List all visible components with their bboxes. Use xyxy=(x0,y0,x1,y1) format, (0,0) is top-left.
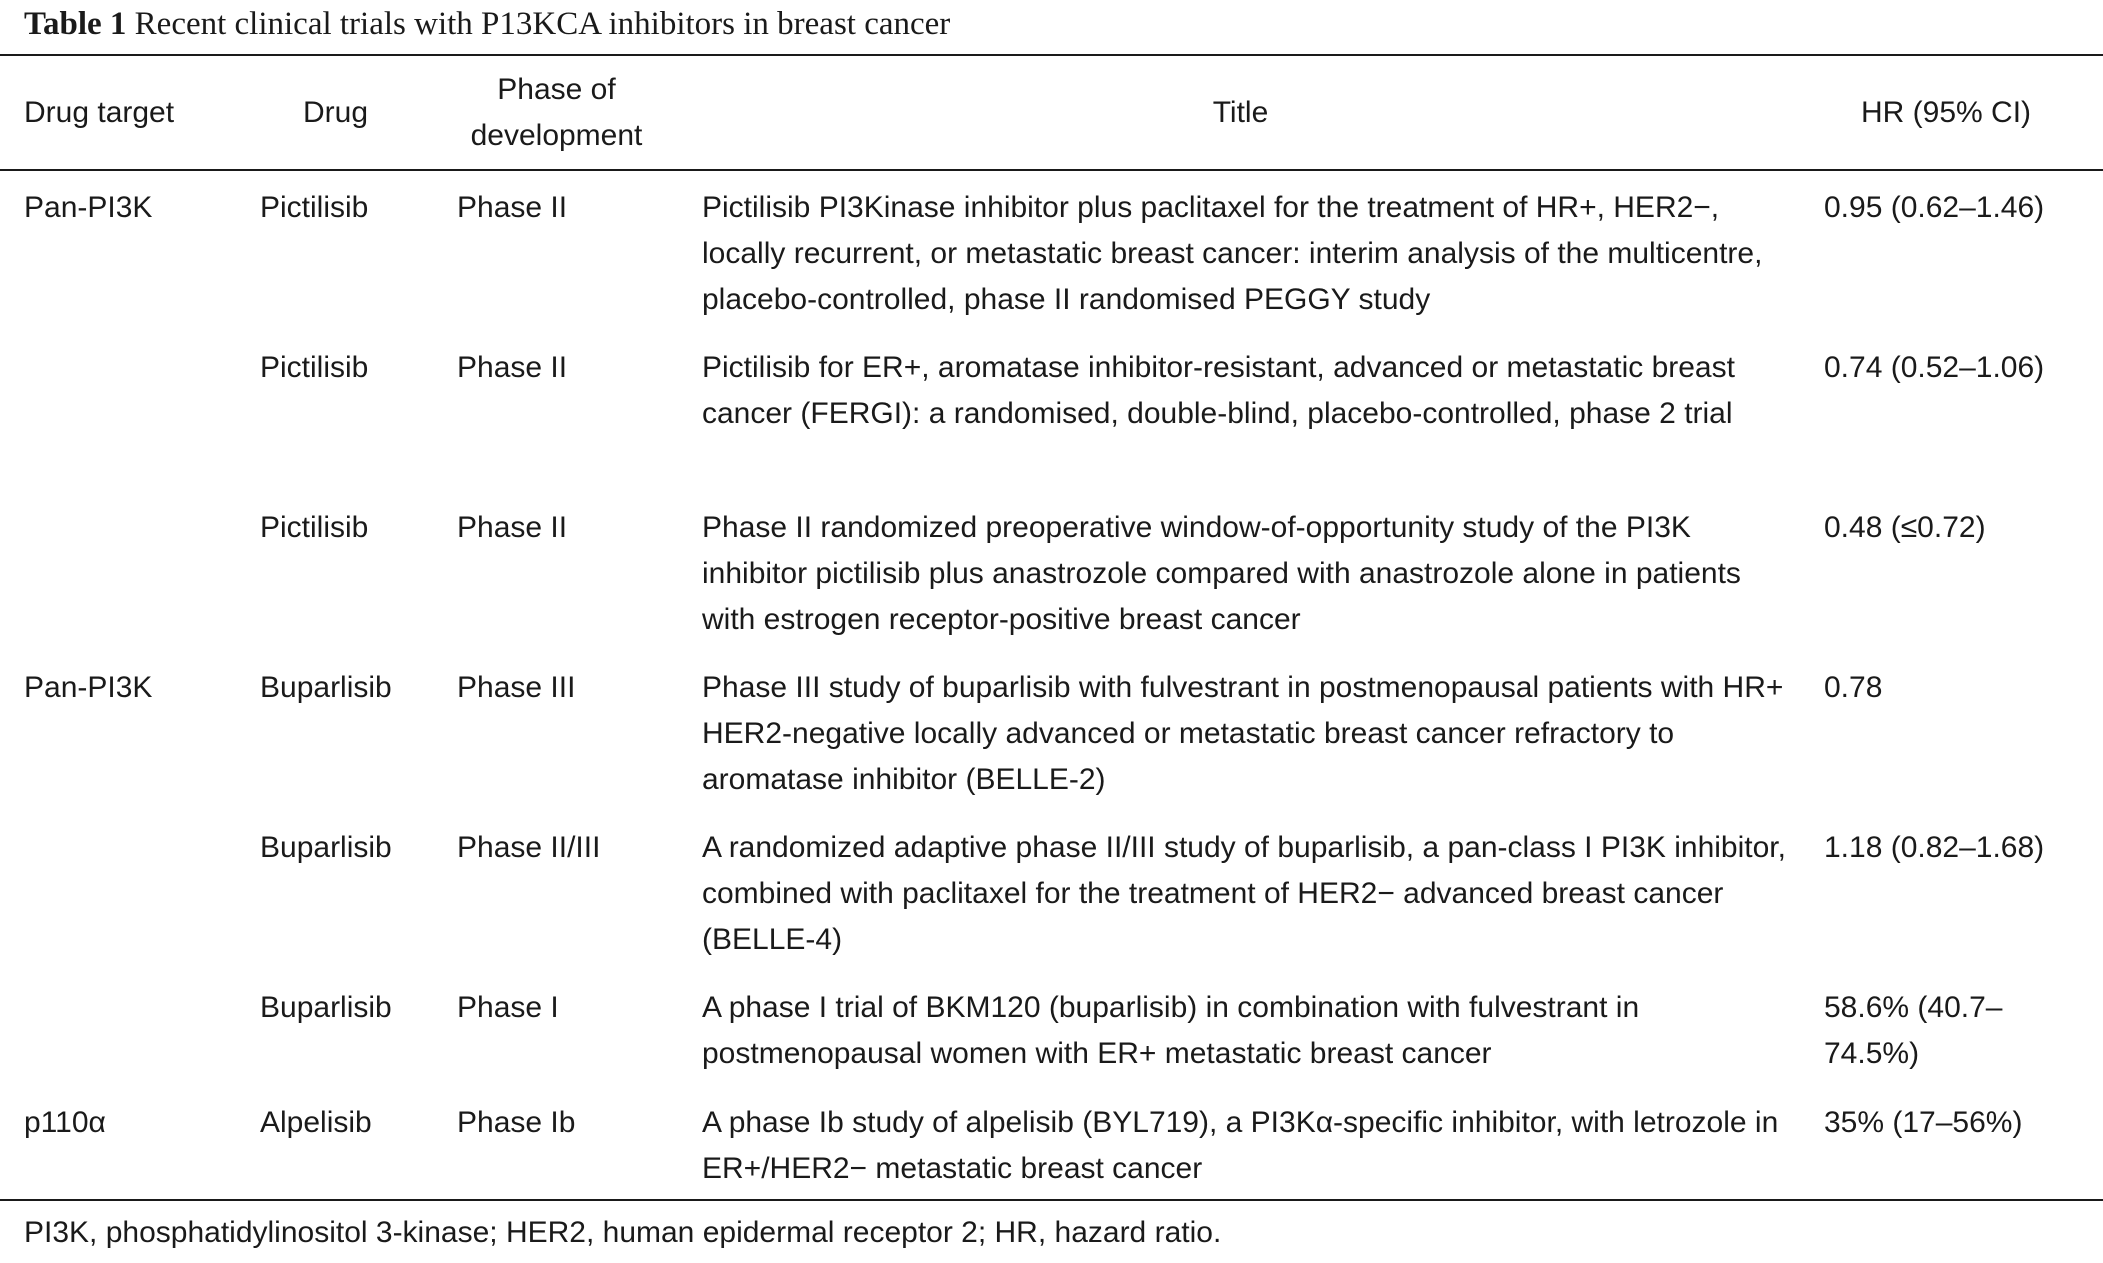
cell-title: A phase Ib study of alpelisib (BYL719), a PI3Kα-specific inhibitor, with letrozole in ER+/HER2− metastatic breast cancer xyxy=(702,1106,1779,1185)
cell-drug: Buparlisib xyxy=(260,991,392,1024)
header-hr: HR (95% CI) xyxy=(1861,95,2032,129)
cell-drug-target xyxy=(0,489,236,649)
cell-phase: Phase Ib xyxy=(457,1106,576,1139)
cell-phase: Phase II xyxy=(457,511,568,544)
cell-title: Phase II randomized preoperative window-of-opportunity study of the PI3K inhibitor pictilisib plus anastrozole compared with anastrozole alone in patients with estrogen receptor-positive breast cancer xyxy=(702,511,1741,636)
cell-title: Pictilisib for ER+, aromatase inhibitor-resistant, advanced or metastatic breast cancer (FERGI): a randomised, double-blind, placebo-controlled, phase 2 trial xyxy=(702,351,1735,430)
cell-drug: Alpelisib xyxy=(260,1106,372,1139)
cell-hr: 0.78 xyxy=(1824,671,1883,704)
cell-drug-target xyxy=(0,809,236,969)
cell-drug: Pictilisib xyxy=(260,351,369,384)
table-footnote: PI3K, phosphatidylinositol 3-kinase; HER2, human epidermal receptor 2; HR, hazard ratio. xyxy=(24,1216,1222,1249)
cell-phase: Phase II/III xyxy=(457,831,601,864)
table-row xyxy=(0,1084,2103,1199)
table-body xyxy=(0,169,2103,1199)
cell-hr: 58.6% (40.7–74.5%) xyxy=(1824,991,2003,1070)
cell-phase: Phase III xyxy=(457,671,576,704)
cell-hr: 0.95 (0.62–1.46) xyxy=(1824,191,2045,224)
table-row xyxy=(0,489,2103,649)
cell-drug-target: Pan-PI3K xyxy=(24,191,153,224)
cell-hr: 0.74 (0.52–1.06) xyxy=(1824,351,2045,384)
table-bottom-rule xyxy=(0,1199,2103,1201)
table-row xyxy=(0,809,2103,969)
table-caption-label: Table 1 xyxy=(24,6,127,42)
header-phase-line2: development xyxy=(470,118,643,152)
cell-drug: Pictilisib xyxy=(260,191,369,224)
cell-drug-target xyxy=(0,969,236,1084)
cell-hr: 1.18 (0.82–1.68) xyxy=(1824,831,2045,864)
cell-hr: 35% (17–56%) xyxy=(1824,1106,2023,1139)
cell-hr: 0.48 (≤0.72) xyxy=(1824,511,1986,544)
table-row xyxy=(0,329,2103,489)
table-caption-text: Recent clinical trials with P13KCA inhibitors in breast cancer xyxy=(134,6,951,42)
table-row xyxy=(0,169,2103,329)
cell-title: A randomized adaptive phase II/III study of buparlisib, a pan-class I PI3K inhibitor, combined with paclitaxel for the treatment of HER2− advanced breast cancer (BELLE-4) xyxy=(702,831,1786,956)
header-title: Title xyxy=(1212,95,1269,129)
header-drug-target: Drug target xyxy=(24,95,175,129)
cell-phase: Phase I xyxy=(457,991,559,1024)
cell-title: Phase III study of buparlisib with fulvestrant in postmenopausal patients with HR+ HER2-negative locally advanced or metastatic breast cancer refractory to aromatase inhibitor (BELLE-2) xyxy=(702,671,1784,796)
cell-drug-target: p110α xyxy=(24,1106,106,1139)
cell-drug: Buparlisib xyxy=(260,671,392,704)
table-row xyxy=(0,969,2103,1084)
header-phase xyxy=(435,56,678,169)
table-header-row xyxy=(0,56,2103,169)
cell-drug-target: Pan-PI3K xyxy=(24,671,153,704)
cell-phase: Phase II xyxy=(457,351,568,384)
cell-title: Pictilisib PI3Kinase inhibitor plus paclitaxel for the treatment of HR+, HER2−, locally recurrent, or metastatic breast cancer: interim analysis of the multicentre, placebo-controlled, phase II randomised PEGGY study xyxy=(702,191,1763,316)
table-header xyxy=(0,56,2103,169)
clinical-trials-table xyxy=(0,56,2103,1199)
table-caption xyxy=(24,2,950,46)
cell-phase: Phase II xyxy=(457,191,568,224)
cell-drug-target xyxy=(0,329,236,489)
cell-title: A phase I trial of BKM120 (buparlisib) in combination with fulvestrant in postmenopausal women with ER+ metastatic breast cancer xyxy=(702,991,1640,1070)
cell-drug: Buparlisib xyxy=(260,831,392,864)
header-drug: Drug xyxy=(302,95,369,129)
cell-drug: Pictilisib xyxy=(260,511,369,544)
header-phase-line1: Phase of xyxy=(497,72,616,106)
table-row xyxy=(0,649,2103,809)
